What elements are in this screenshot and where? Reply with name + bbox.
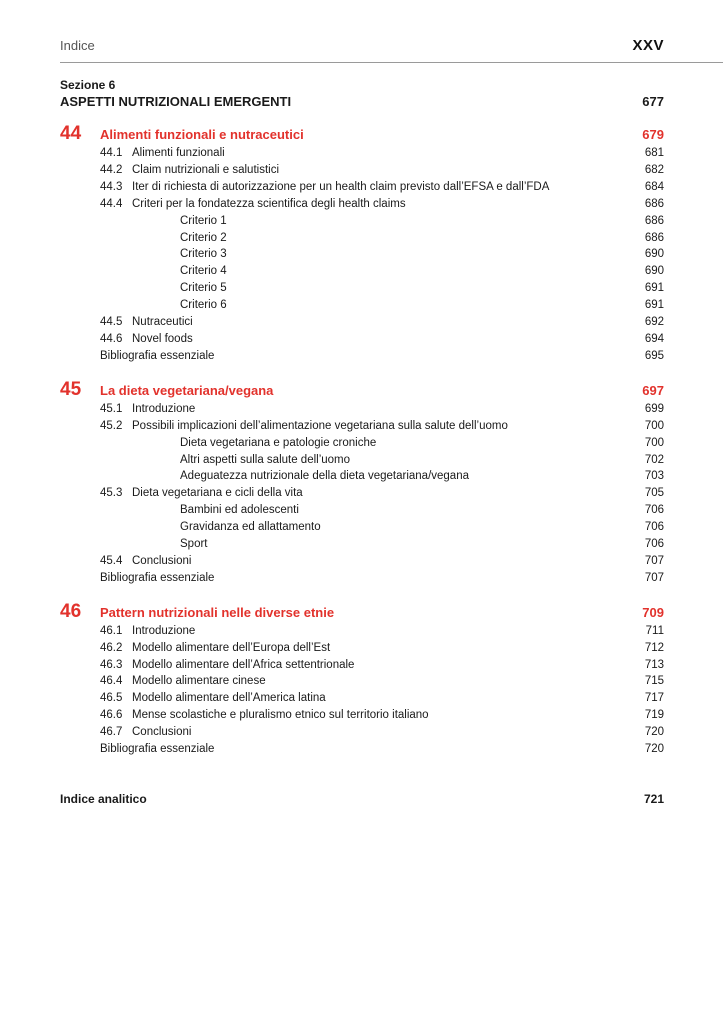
entry-page: 691: [644, 299, 664, 312]
entry-page: 700: [644, 436, 664, 449]
entry-page: 699: [644, 402, 664, 415]
entry-page: 691: [644, 282, 664, 295]
entry-title: Conclusioni: [132, 726, 192, 739]
toc-subentry: [100, 280, 664, 297]
chapter-entries: [100, 623, 664, 758]
entry-title: Claim nutrizionali e salutistici: [132, 163, 279, 176]
chapter-title: La dieta vegetariana/vegana: [100, 382, 274, 398]
entry-page: 692: [644, 316, 664, 329]
chapter-heading: [60, 380, 664, 401]
entry-page: 690: [644, 265, 664, 278]
entry-number: 46.6: [100, 709, 123, 722]
entry-page: 705: [644, 487, 664, 500]
entry-page: 686: [644, 214, 664, 227]
toc-subentry: [100, 297, 664, 314]
entry-title: Novel foods: [132, 332, 193, 345]
toc-entry: [100, 707, 664, 724]
toc-entry: [100, 485, 664, 502]
chapter-page: 709: [642, 604, 664, 620]
entry-title: Criterio 1: [180, 214, 227, 227]
entry-title: Bibliografia essenziale: [100, 743, 215, 756]
entry-page: 706: [644, 521, 664, 534]
chapter-number: 46: [60, 600, 82, 622]
entry-number: 44.6: [100, 332, 123, 345]
toc-bibliography: [100, 741, 664, 758]
entry-title: Criterio 2: [180, 231, 227, 244]
header-rule: [60, 62, 723, 63]
chapter-entries: [100, 145, 664, 365]
entry-page: 717: [644, 692, 664, 705]
entry-page: 706: [644, 538, 664, 551]
entry-title: Nutraceutici: [132, 316, 193, 329]
entry-title: Mense scolastiche e pluralismo etnico sul territorio italiano: [132, 709, 429, 722]
toc-subentry: [100, 468, 664, 485]
page-number-roman: XXV: [632, 37, 664, 54]
entry-page: 720: [644, 726, 664, 739]
entry-page: 712: [644, 641, 664, 654]
analytic-index-title: Indice analitico: [60, 792, 147, 806]
toc-entry: [100, 673, 664, 690]
entry-title: Criteri per la fondatezza scientifica degli health claims: [132, 197, 406, 210]
entry-number: 44.1: [100, 147, 123, 159]
entry-page: 719: [644, 709, 664, 722]
entry-title: Introduzione: [132, 624, 196, 637]
entry-title: Criterio 5: [180, 282, 227, 295]
entry-page: 720: [644, 743, 664, 756]
analytic-index-page: 721: [643, 792, 664, 806]
entry-page: 695: [644, 349, 664, 362]
toc-subentry: [100, 263, 664, 280]
entry-number: 45.3: [100, 487, 123, 500]
entry-number: 46.5: [100, 692, 123, 705]
toc-entry: [100, 690, 664, 707]
toc-entry: [100, 623, 664, 640]
toc-entry: [100, 724, 664, 741]
chapter-page: 679: [642, 127, 664, 142]
chapter-46: [60, 602, 664, 758]
entry-title: Alimenti funzionali: [132, 147, 225, 159]
toc-entry: [100, 331, 664, 348]
toc-entry: [100, 196, 664, 213]
toc-subentry: [100, 246, 664, 263]
header-title: Indice: [60, 38, 95, 53]
toc-entry: [100, 553, 664, 570]
toc-bibliography: [100, 348, 664, 365]
entry-number: 46.4: [100, 675, 123, 688]
toc-subentry: [100, 519, 664, 536]
section-page: 677: [642, 94, 664, 109]
running-header: [60, 38, 664, 60]
entry-title: Criterio 6: [180, 299, 227, 312]
chapter-title: Alimenti funzionali e nutraceutici: [100, 127, 304, 142]
entry-title: Modello alimentare dell’America latina: [132, 692, 326, 705]
entry-title: Dieta vegetariana e cicli della vita: [132, 487, 303, 500]
toc-entry: [100, 145, 664, 162]
entry-page: 694: [644, 332, 664, 345]
entry-page: 703: [644, 470, 664, 483]
entry-title: Conclusioni: [132, 554, 192, 567]
entry-title: Adeguatezza nutrizionale della dieta vegetariana/vegana: [180, 470, 469, 483]
toc-subentry: [100, 435, 664, 452]
toc-entry: [100, 657, 664, 674]
entry-title: Modello alimentare cinese: [132, 675, 266, 688]
toc-entry: [100, 314, 664, 331]
entry-page: 686: [644, 231, 664, 244]
entry-page: 715: [644, 675, 664, 688]
toc-bibliography: [100, 570, 664, 587]
table-of-contents: [60, 78, 664, 758]
entry-page: 686: [644, 197, 664, 210]
entry-page: 706: [644, 504, 664, 517]
analytic-index-row: [60, 792, 664, 806]
entry-number: 44.4: [100, 197, 123, 210]
entry-title: Bibliografia essenziale: [100, 349, 215, 362]
toc-subentry: [100, 230, 664, 247]
toc-subentry: [100, 213, 664, 230]
entry-page: 690: [644, 248, 664, 261]
entry-page: 707: [644, 571, 664, 584]
entry-title: Iter di richiesta di autorizzazione per un health claim previsto dall’EFSA e dall’FDA: [132, 180, 550, 193]
entry-page: 702: [644, 453, 664, 466]
toc-entry: [100, 418, 664, 435]
toc-entry: [100, 401, 664, 418]
chapter-heading: [60, 602, 664, 623]
section-label: Sezione 6: [60, 78, 116, 92]
entry-number: 46.7: [100, 726, 123, 739]
entry-title: Gravidanza ed allattamento: [180, 521, 321, 534]
entry-title: Introduzione: [132, 402, 196, 415]
entry-title: Criterio 4: [180, 265, 227, 278]
chapter-title: Pattern nutrizionali nelle diverse etnie: [100, 604, 335, 620]
chapter-number: 45: [60, 378, 82, 400]
entry-title: Criterio 3: [180, 248, 227, 261]
entry-title: Bambini ed adolescenti: [180, 504, 299, 517]
toc-subentry: [100, 452, 664, 469]
toc-entry: [100, 640, 664, 657]
toc-entry: [100, 162, 664, 179]
entry-title: Modello alimentare dell’Africa settentrionale: [132, 658, 355, 671]
chapter-page: 697: [642, 382, 664, 398]
entry-title: Possibili implicazioni dell’alimentazione vegetariana sulla salute dell’uomo: [132, 419, 508, 432]
toc-subentry: [100, 502, 664, 519]
chapter-45: [60, 380, 664, 587]
chapter-heading: [60, 124, 664, 145]
entry-number: 45.2: [100, 419, 123, 432]
chapter-entries: [100, 401, 664, 587]
entry-number: 46.3: [100, 658, 123, 671]
toc-subentry: [100, 536, 664, 553]
entry-title: Modello alimentare dell’Europa dell’Est: [132, 641, 331, 654]
entry-number: 46.1: [100, 624, 123, 637]
entry-page: 711: [645, 624, 664, 637]
chapter-44: [60, 124, 664, 365]
entry-number: 44.5: [100, 316, 123, 329]
entry-title: Sport: [180, 538, 208, 551]
entry-number: 45.1: [100, 402, 123, 415]
entry-page: 684: [644, 180, 664, 193]
entry-page: 681: [644, 147, 664, 159]
toc-entry: [100, 179, 664, 196]
entry-number: 45.4: [100, 554, 123, 567]
entry-page: 707: [644, 554, 664, 567]
entry-number: 44.2: [100, 163, 123, 176]
entry-page: 713: [644, 658, 664, 671]
section-title-row: [60, 93, 664, 110]
entry-title: Altri aspetti sulla salute dell’uomo: [180, 453, 351, 466]
entry-page: 682: [644, 163, 664, 176]
entry-title: Bibliografia essenziale: [100, 571, 215, 584]
chapter-number: 44: [60, 123, 82, 144]
entry-page: 700: [644, 419, 664, 432]
entry-number: 46.2: [100, 641, 123, 654]
entry-number: 44.3: [100, 180, 123, 193]
section-title: ASPETTI NUTRIZIONALI EMERGENTI: [60, 94, 292, 109]
entry-title: Dieta vegetariana e patologie croniche: [180, 436, 377, 449]
